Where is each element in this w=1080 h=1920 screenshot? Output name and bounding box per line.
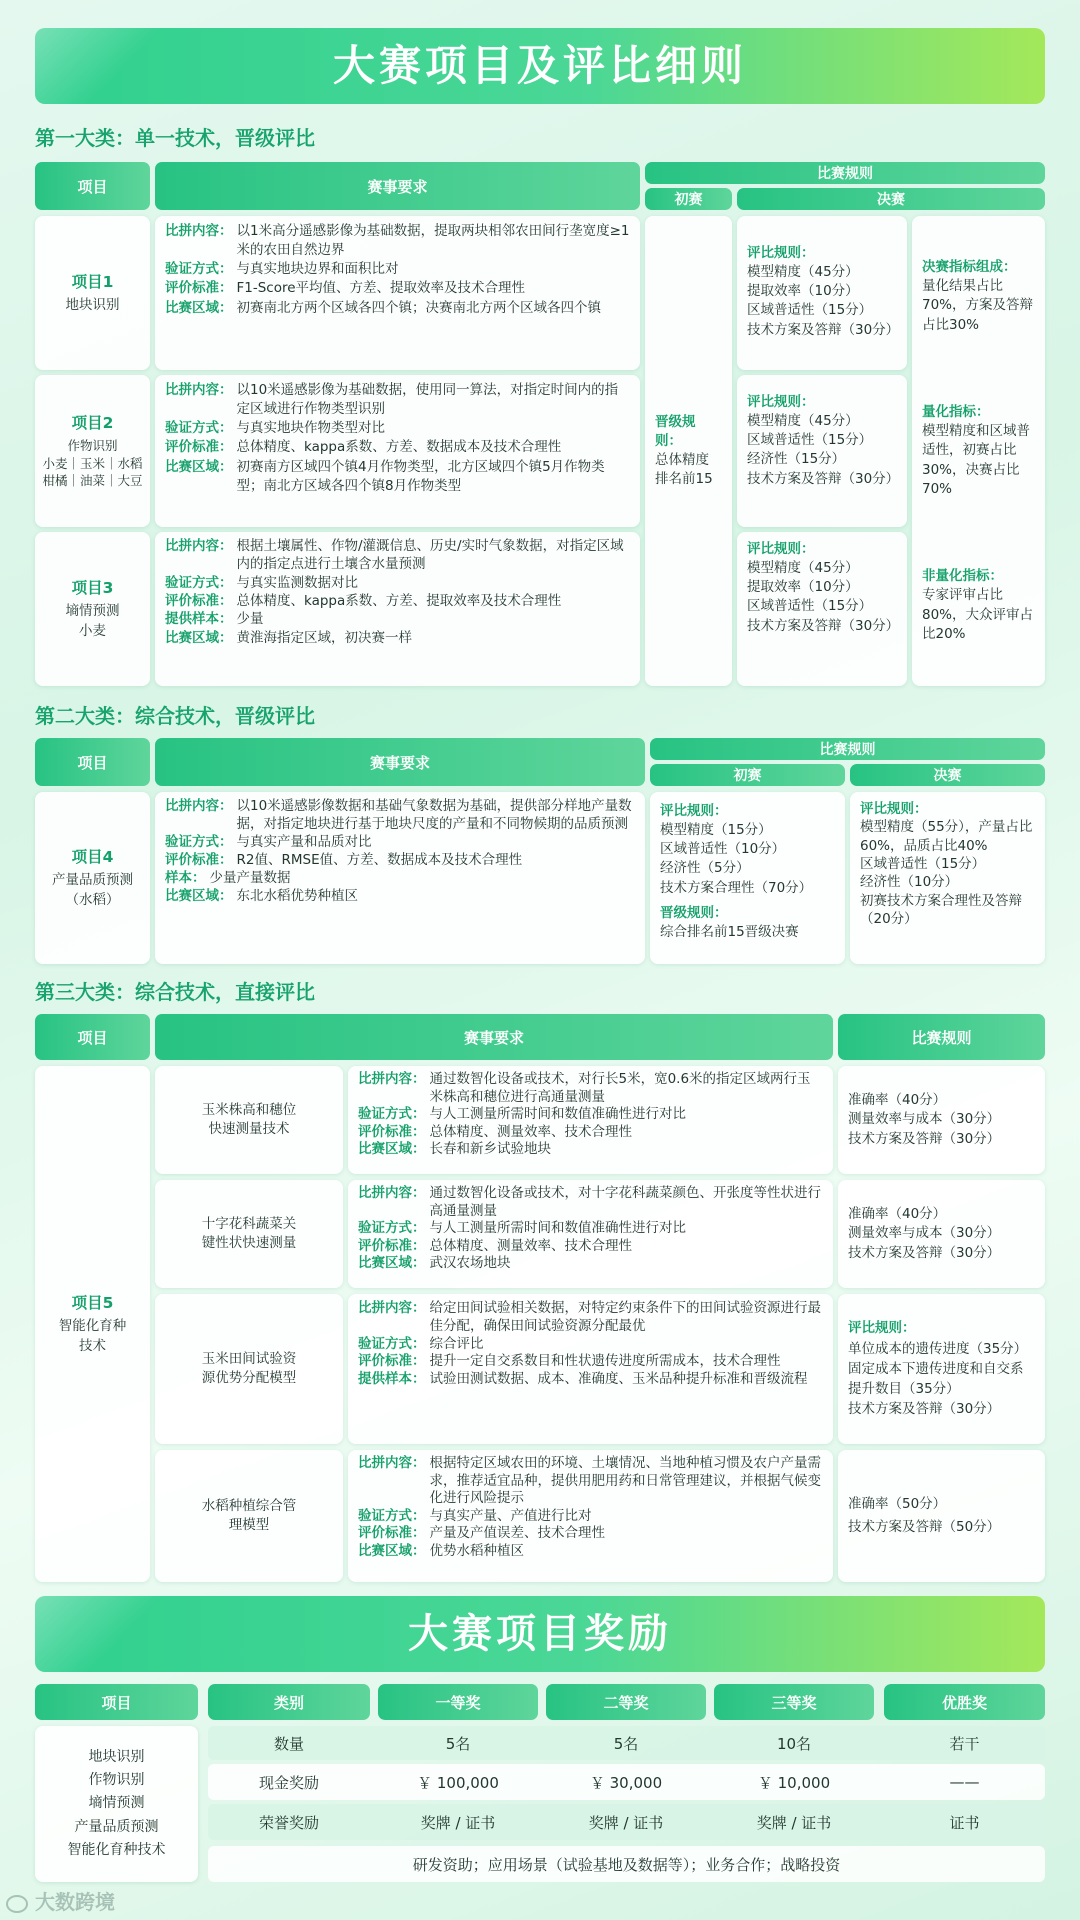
p5-item-name: 玉米株高和穗位 快速测量技术: [155, 1066, 343, 1174]
header-requirement: 赛事要求: [155, 1014, 833, 1060]
reward-title: 大赛项目奖励: [408, 1611, 672, 1657]
reward-header-category: 类别: [208, 1684, 370, 1720]
project1-final-rule: 评比规则： 模型精度（45分） 提取效率（10分） 区域普适性（15分） 技术方案及答辩（30分）: [737, 216, 907, 370]
p5-item-requirements: [348, 1180, 833, 1288]
prelim-advance-rule: 晋级规则： 总体精度 排名前15: [645, 216, 732, 686]
req-row: 比拼内容： 通过数智化设备或技术，对十字花科蔬菜颜色、开张度等性状进行高通量测量: [358, 1185, 821, 1219]
req-row: 评价标准： 总体精度、kappa系数、方差、提取效率及技术合理性: [165, 593, 562, 610]
main-title-banner: [35, 28, 1045, 104]
req-row: 比赛区域： 初赛南北方两个区域各四个镇；决赛南北方两个区域各四个镇: [165, 299, 601, 316]
project5-name: 项目5: [71, 1294, 114, 1313]
p5-item-requirements: [348, 1294, 833, 1444]
req-row: 比赛区域： 黄淮海指定区域，初决赛一样: [165, 629, 412, 646]
project5-card: [35, 1066, 150, 1582]
project1-card: [35, 216, 150, 370]
watermark-logo-icon: [6, 1895, 28, 1913]
req-row: 比赛区域： 初赛南方区域四个镇4月作物类型，北方区域四个镇5月作物类型；南北方区域各四个镇8月作物类型: [165, 458, 605, 494]
header-project: 项目: [35, 1014, 150, 1060]
req-row: 评价标准： 产量及产值误差、技术合理性: [358, 1525, 605, 1542]
reward-project-item: 作物识别: [88, 1772, 145, 1789]
req-row: 比赛区域： 优势水稻种植区: [358, 1542, 524, 1559]
req-row: 样本： 少量产量数据: [165, 869, 291, 886]
header-project: 项目: [35, 738, 150, 786]
header-prelim: 初赛: [645, 188, 732, 210]
project2-requirements: [155, 375, 640, 527]
reward-cell: ￥ 100,000: [417, 1773, 499, 1792]
header-final: 决赛: [737, 188, 1045, 210]
project4-final-rule: 评比规则： 模型精度（55分），产量占比60%，品质占比40% 区域普适性（15分） 经济性（10分） 初赛技术方案合理性及答辩（20分）: [850, 792, 1045, 964]
header-rules: 比赛规则: [645, 162, 1045, 184]
req-row: 评价标准： 总体精度、测量效率、技术合理性: [358, 1237, 632, 1254]
project3-final-rule: 评比规则： 模型精度（45分） 提取效率（10分） 区域普适性（15分） 技术方案及答辩（30分）: [737, 532, 907, 686]
project3-card: [35, 532, 150, 686]
reward-cell: 若干: [949, 1734, 980, 1753]
reward-cell: 5名: [613, 1734, 639, 1753]
project4-requirements: [155, 792, 645, 964]
header-final: 决赛: [850, 764, 1045, 786]
reward-cell: 证书: [949, 1813, 980, 1832]
project2-card: [35, 375, 150, 527]
req-row: 比拼内容： 以10米遥感影像数据和基础气象数据为基础，提供部分样地产量数据，对指定地块进行基于地块尺度的产量和不同物候期的品质预测: [165, 798, 632, 832]
header-rules: 比赛规则: [838, 1014, 1045, 1060]
reward-cell: 奖牌 / 证书: [756, 1813, 832, 1832]
reward-project-item: 产量品质预测: [74, 1818, 159, 1835]
indicator-block: 非量化指标： 专家评审占比80%，大众评审占比20%: [922, 568, 1034, 642]
reward-cell: 5名: [445, 1734, 471, 1753]
p5-item-rule: 准确率（40分） 测量效率与成本（30分） 技术方案及答辩（30分）: [838, 1180, 1045, 1288]
reward-cell: 荣誉奖励: [258, 1813, 319, 1832]
p5-item-name: 水稻种植综合管 理模型: [155, 1450, 343, 1582]
reward-title-banner: [35, 1596, 1045, 1672]
p5-item-name: 十字花科蔬菜关 键性状快速测量: [155, 1180, 343, 1288]
req-row: 验证方式： 综合评比: [358, 1335, 484, 1352]
req-row: 评价标准： 总体精度、kappa系数、方差、数据成本及技术合理性: [165, 439, 562, 456]
project4-name: 项目4: [71, 848, 114, 867]
header-rules: 比赛规则: [650, 738, 1045, 760]
project3-requirements: [155, 532, 640, 686]
indicator-block: 决赛指标组成： 量化结果占比70%，方案及答辩占比30%: [922, 259, 1034, 333]
watermark: 大数跨境: [6, 1886, 115, 1915]
project3-sub: 墒情预测 小麦: [65, 603, 120, 639]
project5-sub: 智能化育种 技术: [58, 1318, 127, 1354]
req-row: 提供样本： 少量: [165, 611, 264, 628]
project4-card: [35, 792, 150, 964]
header-project: 项目: [35, 162, 150, 210]
reward-header-third: 三等奖: [714, 1684, 874, 1720]
req-row: 验证方式： 与人工测量所需时间和数值准确性进行对比: [358, 1106, 686, 1123]
req-row: 验证方式： 与人工测量所需时间和数值准确性进行对比: [358, 1220, 686, 1237]
header-prelim: 初赛: [650, 764, 845, 786]
reward-projects: [35, 1726, 198, 1882]
req-row: 比拼内容： 以10米遥感影像为基础数据，使用同一算法，对指定时间内的指定区域进行作物类型识别: [165, 382, 619, 418]
req-row: 评价标准： 总体精度、测量效率、技术合理性: [358, 1123, 632, 1140]
req-row: 比拼内容： 以1米高分遥感影像为基础数据，提取两块相邻农田间行垄宽度≥1米的农田自然边界: [165, 223, 630, 259]
p5-item-rule: 评比规则： 单位成本的遗传进度（35分） 固定成本下遗传进度和自交系提升数目（35分） 技术方案及答辩（30分）: [838, 1294, 1045, 1444]
req-row: 比赛区域： 东北水稻优势种植区: [165, 887, 358, 904]
reward-cell: 奖牌 / 证书: [588, 1813, 664, 1832]
req-row: 评价标准： F1-Score平均值、方差、提取效率及技术合理性: [165, 280, 526, 297]
reward-project-item: 智能化育种技术: [67, 1841, 166, 1858]
reward-header-project: 项目: [35, 1684, 198, 1720]
project2-name: 项目2: [71, 413, 114, 432]
reward-header-second: 二等奖: [546, 1684, 706, 1720]
p5-item-requirements: [348, 1450, 833, 1582]
p5-item-name: 玉米田间试验资 源优势分配模型: [155, 1294, 343, 1444]
req-row: 验证方式： 与真实监测数据对比: [165, 574, 358, 591]
req-row: 验证方式： 与真实产量、产值进行比对: [358, 1507, 592, 1524]
p5-item-rule: 准确率（50分） 技术方案及答辩（50分）: [838, 1450, 1045, 1582]
project1-sub: 地块识别: [65, 296, 120, 313]
req-row: 验证方式： 与真实产量和品质对比: [165, 833, 372, 850]
project3-name: 项目3: [71, 579, 114, 598]
project1-requirements: [155, 216, 640, 370]
req-row: 比拼内容： 根据特定区域农田的环境、土壤情况、当地种植习惯及农户产量需求，推荐适宜品种，提供用肥用药和日常管理建议，并根据气候变化进行风险提示: [358, 1455, 821, 1507]
req-row: 比拼内容： 通过数智化设备或技术，对行长5米，宽0.6米的指定区域两行玉米株高和穗位进行高通量测量: [358, 1071, 811, 1105]
project2-final-rule: 评比规则： 模型精度（45分） 区域普适性（15分） 经济性（15分） 技术方案及答辩（30分）: [737, 375, 907, 527]
section3-title: 第三大类：综合技术，直接评比: [35, 980, 315, 1004]
project1-name: 项目1: [71, 272, 114, 291]
reward-cell: ——: [949, 1773, 980, 1791]
reward-project-item: 墒情预测: [88, 1795, 145, 1812]
project2-sub: 作物识别 小麦｜玉米｜水稻 柑橘｜油菜｜大豆: [42, 437, 143, 489]
reward-cell: ￥ 30,000: [589, 1773, 663, 1792]
p5-item-rule: 准确率（40分） 测量效率与成本（30分） 技术方案及答辩（30分）: [838, 1066, 1045, 1174]
main-title: 大赛项目及评比细则: [332, 41, 747, 90]
req-row: 比赛区域： 长春和新乡试验地块: [358, 1141, 551, 1158]
header-requirement: 赛事要求: [155, 162, 640, 210]
section1-title: 第一大类：单一技术，晋级评比: [35, 126, 315, 150]
reward-project-item: 地块识别: [88, 1749, 145, 1766]
reward-header-excellence: 优胜奖: [884, 1684, 1045, 1720]
req-row: 评价标准： R2值、RMSE值、方差、数据成本及技术合理性: [165, 851, 523, 868]
reward-cell: 现金奖励: [258, 1773, 319, 1792]
reward-cell: 奖牌 / 证书: [420, 1813, 496, 1832]
reward-cell: 10名: [776, 1734, 812, 1753]
p5-item-requirements: [348, 1066, 833, 1174]
req-row: 比拼内容： 根据土壤属性、作物/灌溉信息、历史/实时气象数据，对指定区域内的指定点进行土壤含水量预测: [165, 538, 624, 573]
reward-extra: 研发资助；应用场景（试验基地及数据等）；业务合作；战略投资: [412, 1855, 841, 1874]
final-indicators: [912, 216, 1045, 686]
reward-cell: ￥ 10,000: [757, 1773, 831, 1792]
req-row: 比赛区域： 武汉农场地块: [358, 1255, 511, 1272]
project4-sub: 产量品质预测 （水稻）: [52, 872, 133, 908]
reward-header-first: 一等奖: [378, 1684, 538, 1720]
indicator-block: 量化指标： 模型精度和区域普适性，初赛占比30%，决赛占比70%: [922, 404, 1030, 497]
req-row: 验证方式： 与真实地块边界和面积比对: [165, 261, 399, 278]
req-row: 提供样本： 试验田测试数据、成本、准确度、玉米品种提升标准和晋级流程: [358, 1371, 808, 1388]
section2-title: 第二大类：综合技术，晋级评比: [35, 704, 315, 728]
req-row: 比拼内容： 给定田间试验相关数据，对特定约束条件下的田间试验资源进行最佳分配，确保田间试验资源分配最优: [358, 1300, 821, 1334]
req-row: 验证方式： 与真实地块作物类型对比: [165, 420, 385, 437]
project4-prelim-rule: 评比规则： 模型精度（15分） 区域普适性（10分） 经济性（5分） 技术方案合理性（70分） 晋级规则： 综合排名前15晋级决赛: [650, 792, 845, 964]
reward-cell: 数量: [273, 1734, 304, 1753]
req-row: 评价标准： 提升一定自交系数目和性状遗传进度所需成本，技术合理性: [358, 1353, 781, 1370]
header-requirement: 赛事要求: [155, 738, 645, 786]
